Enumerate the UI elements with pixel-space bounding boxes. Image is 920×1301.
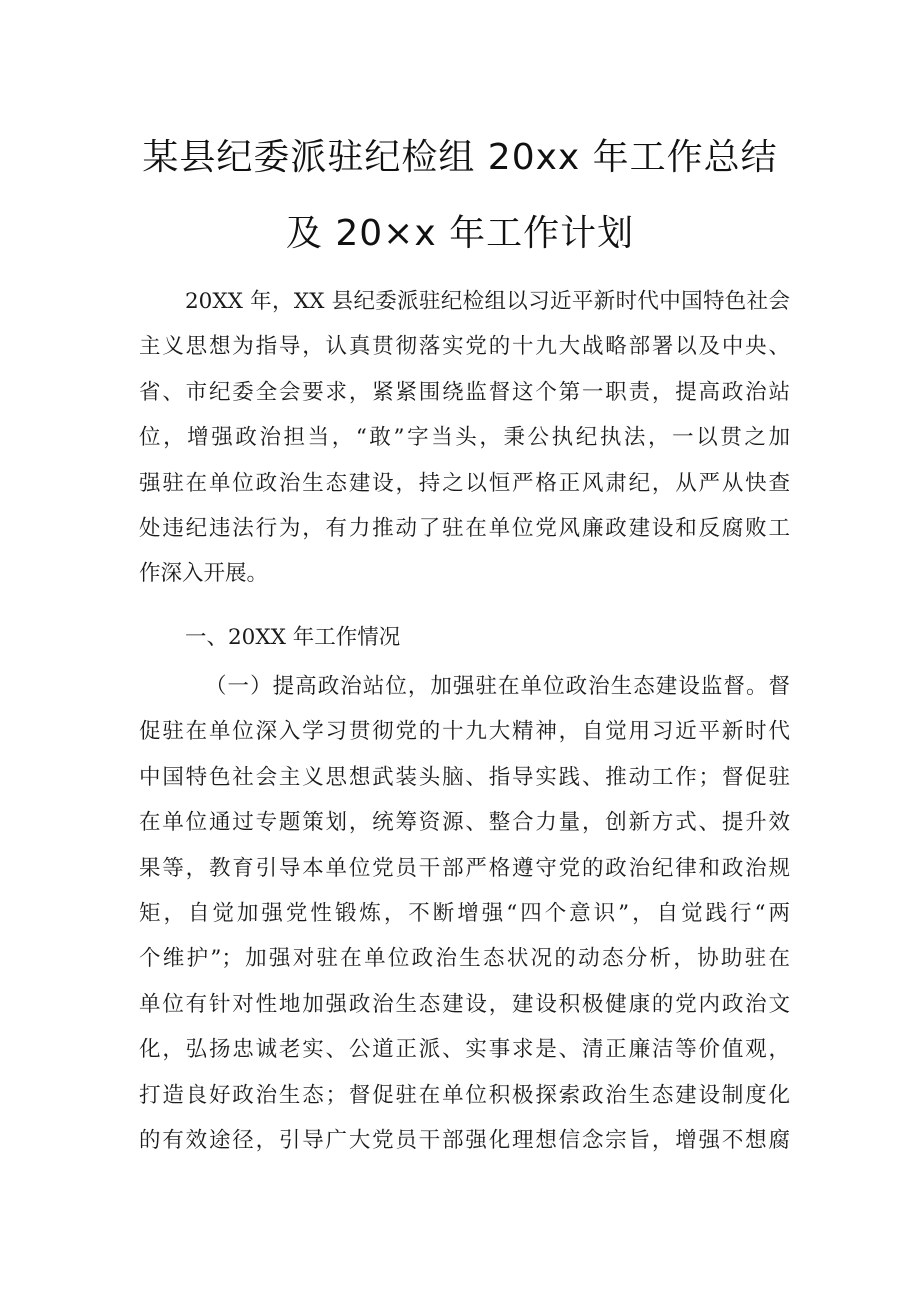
- paragraph-line: 个维护”；加强对驻在单位政治生态状况的动态分析，协助驻在: [139, 946, 790, 972]
- section-heading: [139, 615, 790, 660]
- paragraph-line: 处违纪违法行为，有力推动了驻在单位党风廉政建设和反腐败工: [139, 515, 790, 541]
- paragraph-line: 作深入开展。: [139, 561, 269, 587]
- paragraph-line: （一）提高政治站位，加强驻在单位政治生态建设监督。督: [205, 674, 790, 699]
- paragraph-line: 中国特色社会主义思想武装头脑、指导实践、推动工作；督促驻: [139, 764, 790, 790]
- paragraph-line: 单位有针对性地加强政治生态建设，建设积极健康的党内政治文: [139, 991, 790, 1017]
- paragraph-line: 的有效途径，引导广大党员干部强化理想信念宗旨，增强不想腐: [139, 1127, 790, 1153]
- document-title-line-1: 某县纪委派驻纪检组 20xx 年工作总结: [142, 137, 778, 178]
- paragraph-line: 在单位通过专题策划，统筹资源、整合力量，创新方式、提升效: [139, 810, 790, 836]
- intro-paragraph: [139, 279, 790, 597]
- paragraph-line: 强驻在单位政治生态建设，持之以恒严格正风肃纪，从严从快查: [139, 470, 790, 496]
- paragraph-line: 20XX 年，XX 县纪委派驻纪检组以习近平新时代中国特色社会: [185, 289, 790, 314]
- paragraph-line: 果等，教育引导本单位党员干部严格遵守党的政治纪律和政治规: [139, 855, 790, 881]
- paragraph-line: 省、市纪委全会要求，紧紧围绕监督这个第一职责，提高政治站: [139, 379, 790, 405]
- paragraph-line: 促驻在单位深入学习贯彻党的十九大精神，自觉用习近平新时代: [139, 719, 790, 745]
- paragraph-line: 位，增强政治担当，“敢”字当头，秉公执纪执法，一以贯之加: [139, 425, 790, 451]
- section-heading-text: 一、20XX 年工作情况: [185, 625, 401, 650]
- paragraph-line: 主义思想为指导，认真贯彻落实党的十九大战略部署以及中央、: [139, 334, 790, 360]
- paragraph-line: 打造良好政治生态；督促驻在单位积极探索政治生态建设制度化: [139, 1082, 790, 1108]
- section-1-paragraph: [139, 664, 790, 1163]
- paragraph-line: 矩，自觉加强党性锻炼，不断增强“四个意识”，自觉践行“两: [139, 900, 790, 926]
- document-title-line-2: 及 20×x 年工作计划: [285, 213, 635, 254]
- paragraph-line: 化，弘扬忠诚老实、公道正派、实事求是、清正廉洁等价值观，: [139, 1037, 790, 1063]
